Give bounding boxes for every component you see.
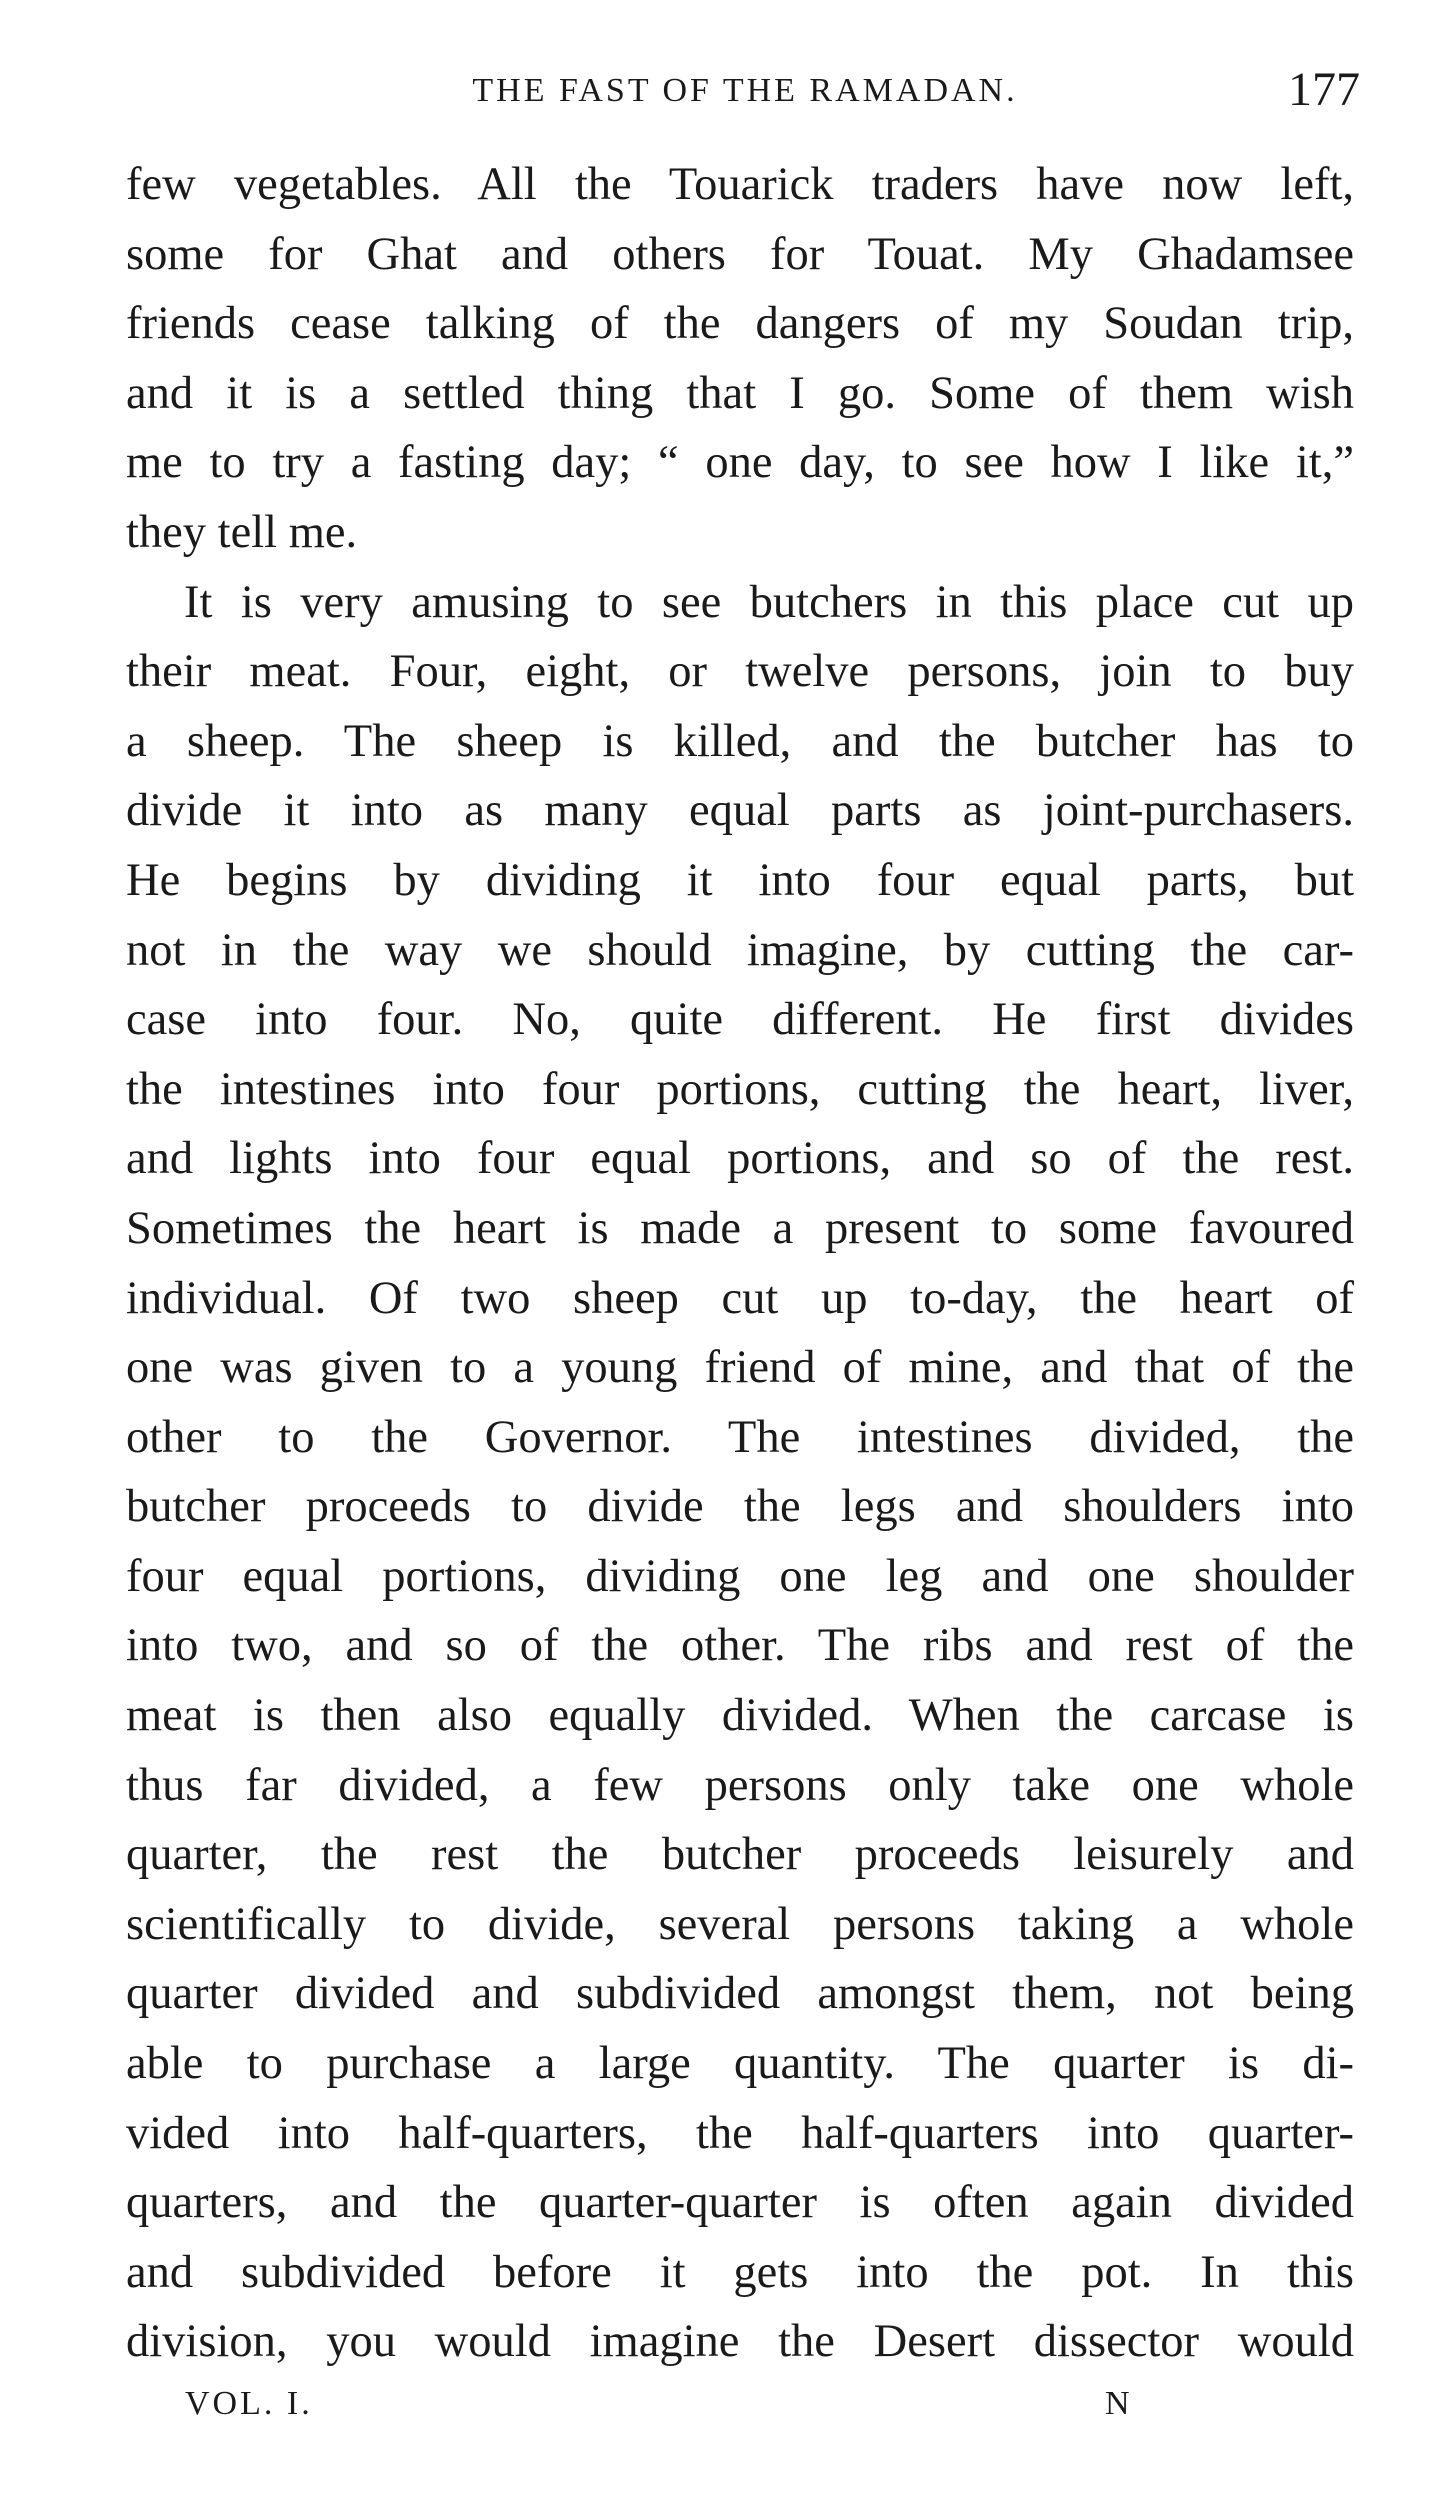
text-line: friends cease talking of the dangers of my Soudan trip, [126, 298, 1354, 350]
text-line: divide it into as many equal parts as joint-purchasers. [126, 785, 1354, 837]
text-line: division, you would imagine the Desert dissector would [126, 2316, 1354, 2368]
page-number: 177 [1288, 63, 1360, 116]
text-line: case into four. No, quite different. He first divides [126, 994, 1354, 1046]
text-line: thus far divided, a few persons only take one whole [126, 1759, 1354, 1811]
text-line: quarter divided and subdivided amongst them, not being [126, 1968, 1354, 2020]
text-line: four equal portions, dividing one leg and one shoulder [126, 1550, 1354, 1602]
text-line: quarter, the rest the butcher proceeds leisurely and [126, 1829, 1354, 1881]
text-line: meat is then also equally divided. When the carcase is [126, 1690, 1354, 1742]
text-line: individual. Of two sheep cut up to-day, the heart of [126, 1272, 1354, 1324]
text-line: they tell me. [126, 506, 358, 558]
text-line: into two, and so of the other. The ribs and rest of the [126, 1620, 1354, 1672]
volume-signature: VOL. I. [185, 2385, 313, 2422]
text-line: a sheep. The sheep is killed, and the butcher has to [126, 715, 1354, 767]
text-line: He begins by dividing it into four equal parts, but [126, 854, 1354, 906]
text-line: Sometimes the heart is made a present to some favoured [126, 1202, 1354, 1254]
paragraph-2 [126, 568, 1354, 2377]
text-line: quarters, and the quarter-quarter is often again divided [126, 2177, 1354, 2229]
sheet-mark: N [1105, 2385, 1130, 2422]
text-line: some for Ghat and others for Touat. My Ghadamsee [126, 228, 1354, 280]
text-line: few vegetables. All the Touarick traders have now left, [126, 159, 1354, 210]
text-line: It is very amusing to see butchers in this place cut up [184, 576, 1354, 628]
page-footer [0, 2385, 1450, 2445]
text-line: not in the way we should imagine, by cutting the car- [126, 924, 1354, 976]
paragraph-1 [126, 150, 1354, 568]
text-line: me to try a fasting day; “ one day, to see how I like it,” [126, 437, 1354, 489]
text-line: scientifically to divide, several persons taking a whole [126, 1898, 1354, 1950]
body-text [126, 150, 1354, 2377]
text-line: able to purchase a large quantity. The quarter is di- [126, 2038, 1354, 2090]
running-head [130, 62, 1360, 122]
text-line: and lights into four equal portions, and so of the rest. [126, 1133, 1354, 1185]
running-title: THE FAST OF THE RAMADAN. [472, 72, 1018, 109]
text-line: and subdivided before it gets into the pot. In this [126, 2246, 1354, 2298]
text-line: the intestines into four portions, cutting the heart, liver, [126, 1063, 1354, 1115]
text-line: one was given to a young friend of mine, and that of the [126, 1342, 1354, 1394]
text-line: vided into half-quarters, the half-quarters into quarter- [126, 2107, 1354, 2159]
text-line: their meat. Four, eight, or twelve persons, join to buy [126, 646, 1354, 698]
text-line: other to the Governor. The intestines divided, the [126, 1411, 1354, 1463]
text-line: butcher proceeds to divide the legs and shoulders into [126, 1481, 1354, 1533]
text-line: and it is a settled thing that I go. Some of them wish [126, 367, 1354, 419]
